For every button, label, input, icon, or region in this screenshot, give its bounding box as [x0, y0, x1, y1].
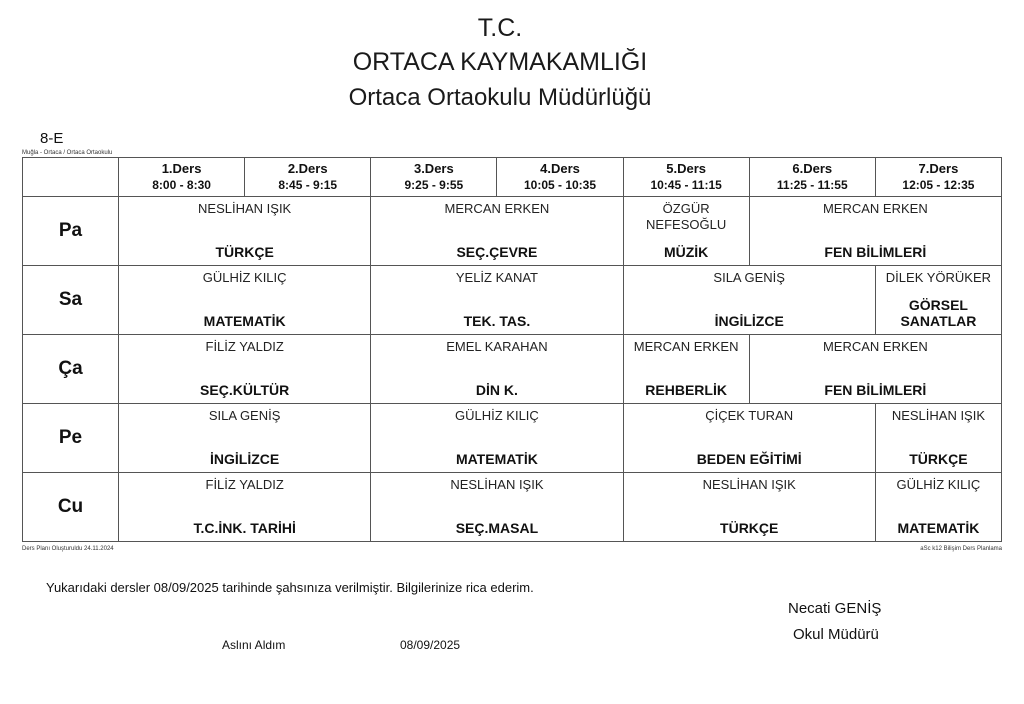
- day-row-sa: [23, 266, 1002, 335]
- day-label: Pe: [23, 404, 119, 473]
- header-governorship: ORTACA KAYMAKAMLIĞI: [352, 48, 648, 76]
- receipt-date: 08/09/2025: [400, 638, 461, 652]
- period-header-row: [23, 158, 1002, 197]
- teacher-name: GÜLHİZ KILIÇ: [896, 477, 981, 492]
- period-time: 11:25 - 11:55: [776, 178, 848, 192]
- period-header: [497, 158, 623, 197]
- lesson-cell: [623, 473, 875, 542]
- class-name: 8-E: [40, 130, 64, 147]
- teacher-name: EMEL KARAHAN: [446, 339, 548, 354]
- signatory-name: Necati GENİŞ: [788, 600, 882, 617]
- lesson-cell: [119, 404, 371, 473]
- lesson-cell: [119, 473, 371, 542]
- period-label: 1.Ders: [161, 161, 202, 176]
- lesson-cell: [623, 404, 875, 473]
- period-label: 5.Ders: [666, 161, 706, 176]
- subject-name: SEÇ.MASAL: [455, 520, 539, 536]
- lesson-cell: [119, 266, 371, 335]
- teacher-name: FİLİZ YALDIZ: [205, 477, 284, 492]
- subject-name: İNGİLİZCE: [714, 313, 784, 329]
- period-header: [749, 158, 875, 197]
- teacher-name: ÖZGÜR NEFESOĞLU: [646, 201, 727, 232]
- delivery-note: Yukarıdaki dersler 08/09/2025 tarihinde şahsınıza verilmiştir. Bilgilerinize rica ederim.: [46, 580, 534, 595]
- period-time: 9:25 - 9:55: [404, 178, 464, 192]
- period-header: [371, 158, 497, 197]
- teacher-name: NESLİHAN IŞIK: [891, 408, 986, 423]
- subject-name: TÜRKÇE: [215, 244, 274, 260]
- day-label: Sa: [23, 266, 119, 335]
- subject-name: TÜRKÇE: [909, 451, 968, 467]
- day-label: Cu: [23, 473, 119, 542]
- signatory-title: Okul Müdürü: [793, 626, 879, 643]
- teacher-name: MERCAN ERKEN: [444, 201, 550, 216]
- subject-name: MATEMATİK: [455, 451, 538, 467]
- subject-name: DİN K.: [475, 382, 518, 398]
- teacher-name: GÜLHİZ KILIÇ: [455, 408, 539, 423]
- receipt-label: Aslını Aldım: [222, 638, 286, 652]
- subject-name: REHBERLİK: [645, 382, 727, 398]
- software-note: aSc k12 Bilişim Ders Planlama: [920, 546, 1002, 552]
- day-label: Ça: [23, 335, 119, 404]
- period-time: 10:45 - 11:15: [650, 178, 722, 192]
- lesson-cell: [875, 404, 1001, 473]
- teacher-name: YELİZ KANAT: [455, 270, 538, 285]
- period-header: [623, 158, 749, 197]
- lesson-cell: [119, 197, 371, 266]
- lesson-cell: [371, 197, 623, 266]
- teacher-name: NESLİHAN IŞIK: [450, 477, 544, 492]
- subject-name: FEN BİLİMLERİ: [824, 382, 927, 398]
- teacher-name: NESLİHAN IŞIK: [702, 477, 796, 492]
- lesson-cell: [875, 473, 1001, 542]
- teacher-name: DİLEK YÖRÜKER: [885, 270, 992, 285]
- day-row-pa: [23, 197, 1002, 266]
- day-row-cu: [23, 473, 1002, 542]
- period-label: 7.Ders: [918, 161, 959, 176]
- subject-name: GÖRSEL SANATLAR: [900, 297, 977, 329]
- subject-name: SEÇ.ÇEVRE: [456, 244, 538, 260]
- period-time: 10:05 - 10:35: [523, 178, 597, 192]
- period-header: [119, 158, 245, 197]
- corner-cell: [23, 158, 119, 197]
- day-row-ca: [23, 335, 1002, 404]
- teacher-name: ÇİÇEK TURAN: [705, 408, 794, 423]
- subject-name: MÜZİK: [663, 244, 709, 260]
- subject-name: TÜRKÇE: [720, 520, 779, 536]
- lesson-cell: [371, 266, 623, 335]
- timetable: [22, 157, 1002, 542]
- period-time: 8:45 - 9:15: [278, 178, 338, 192]
- subject-name: MATEMATİK: [897, 520, 980, 536]
- subject-name: MATEMATİK: [203, 313, 286, 329]
- header-school: Ortaca Ortaokulu Müdürlüğü: [348, 84, 652, 111]
- lesson-cell: [119, 335, 371, 404]
- teacher-name: FİLİZ YALDIZ: [205, 339, 284, 354]
- school-subtitle: Muğla - Ortaca / Ortaca Ortaokulu: [22, 150, 113, 156]
- teacher-name: MERCAN ERKEN: [822, 339, 928, 354]
- lesson-cell: [623, 266, 875, 335]
- period-header: [875, 158, 1001, 197]
- subject-name: T.C.İNK. TARİHİ: [193, 520, 296, 536]
- subject-name: FEN BİLİMLERİ: [824, 244, 927, 260]
- subject-name: TEK. TAS.: [463, 313, 531, 329]
- period-time: 8:00 - 8:30: [152, 178, 211, 192]
- subject-name: BEDEN EĞİTİMİ: [696, 451, 802, 467]
- lesson-cell: [749, 335, 1001, 404]
- teacher-name: NESLİHAN IŞIK: [198, 201, 292, 216]
- period-label: 4.Ders: [540, 161, 580, 176]
- teacher-name: GÜLHİZ KILIÇ: [202, 270, 287, 285]
- teacher-name: SILA GENİŞ: [713, 270, 785, 285]
- lesson-cell: [371, 473, 623, 542]
- subject-name: İNGİLİZCE: [210, 451, 280, 467]
- lesson-cell: [623, 335, 749, 404]
- period-time: 12:05 - 12:35: [902, 178, 975, 192]
- day-label: Pa: [23, 197, 119, 266]
- period-label: 2.Ders: [287, 161, 328, 176]
- lesson-cell: [371, 404, 623, 473]
- lesson-cell: [749, 197, 1001, 266]
- lesson-cell: [623, 197, 749, 266]
- header-tc: T.C.: [477, 14, 523, 42]
- lesson-cell: [371, 335, 623, 404]
- teacher-name: MERCAN ERKEN: [822, 201, 928, 216]
- period-label: 6.Ders: [792, 161, 833, 176]
- subject-name: SEÇ.KÜLTÜR: [200, 382, 290, 398]
- day-row-pe: [23, 404, 1002, 473]
- teacher-name: SILA GENİŞ: [208, 408, 281, 423]
- period-header: [245, 158, 371, 197]
- created-note: Ders Planı Oluşturuldu 24.11.2024: [22, 546, 114, 552]
- teacher-name: MERCAN ERKEN: [633, 339, 739, 354]
- lesson-cell: [875, 266, 1001, 335]
- period-label: 3.Ders: [413, 161, 454, 176]
